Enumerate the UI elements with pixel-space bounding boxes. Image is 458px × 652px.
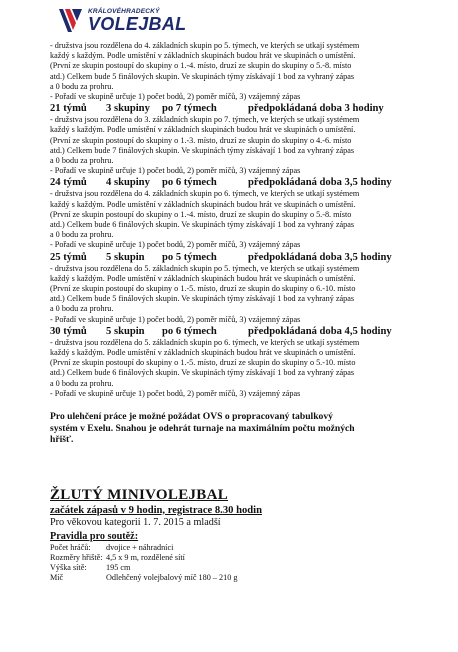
text-line: (První ze skupin postoupí do skupiny o 1.-3. místo, druzí ze skupin do skupiny o 4.-6. místo xyxy=(50,135,352,145)
text-line: a 0 bodu za prohru. xyxy=(50,230,114,240)
duration: předpokládaná doba 3,5 hodiny xyxy=(248,251,392,263)
text-line: atd.) Celkem bude 6 finálových skupin. Ve skupinách týmy získávají 1 bod za vyhraný zápas xyxy=(50,220,355,230)
text-line: - družstva jsou rozdělena do 5. základních skupin po 6. týmech, ve kterých se utkají systémem xyxy=(50,337,360,347)
logo-region: KRÁLOVÉHRADECKÝ xyxy=(88,7,160,15)
text-line: každý s každým. Podle umístění v základních skupinách budou hrát ve skupinách o umístění. xyxy=(50,125,356,135)
text-line: atd.) Celkem bude 6 finálových skupin. Ve skupinách týmy získávají 1 bod za vyhraný zápas xyxy=(50,368,355,378)
section-heading xyxy=(50,325,412,338)
section-heading xyxy=(50,102,412,115)
header xyxy=(56,4,186,38)
note-line: systém v Exelu. Snahou je odehrát turnaje na maximálním počtu možných xyxy=(50,422,355,434)
text-line: - družstva jsou rozdělena do 3. základních skupin po 7. týmech, ve kterých se utkají systémem xyxy=(50,115,360,125)
rule-key: Výška sítě: xyxy=(50,563,87,572)
rule-key: Rozměry hřiště: xyxy=(50,552,103,562)
rule-row xyxy=(50,573,412,583)
group-size: po 6 týmech xyxy=(162,177,217,189)
rule-value: dvojice + náhradníci xyxy=(106,542,174,552)
text-line: - Pořadí ve skupině určuje 1) počet bodů, 2) poměr míčů, 3) vzájemný zápas xyxy=(50,388,301,398)
text-line: (První ze skupin postoupí do skupiny o 1.-5. místo, druzí ze skupin do skupiny o 5.-10. místo xyxy=(50,358,356,368)
text-line: (První ze skupin postoupí do skupiny o 1.-4. místo, druzí ze skupin do skupiny o 5.-8. místo xyxy=(50,209,352,219)
text-line: - družstva jsou rozdělena do 4. základních skupin po 5. týmech, ve kterých se utkají systémem xyxy=(50,41,360,50)
intro-block xyxy=(50,41,412,102)
text-line: - Pořadí ve skupině určuje 1) počet bodů, 2) poměr míčů, 3) vzájemný zápas xyxy=(50,240,301,250)
section-21-teams xyxy=(50,102,412,176)
text-line: - družstva jsou rozdělena do 5. základních skupin po 5. týmech, ve kterých se utkají systémem xyxy=(50,263,360,273)
text-line: - Pořadí ve skupině určuje 1) počet bodů, 2) poměr míčů, 3) vzájemný zápas xyxy=(50,314,301,324)
rule-value: Odlehčený volejbalový míč 180 – 210 g xyxy=(106,573,238,583)
text-line: atd.) Celkem bude 5 finálových skupin. Ve skupinách týmy získávají 1 bod za vyhraný zápas xyxy=(50,294,355,304)
section-heading xyxy=(50,176,412,189)
group-size: po 7 týmech xyxy=(162,103,217,115)
volleyball-logo-icon xyxy=(56,6,84,36)
logo-text xyxy=(88,9,186,34)
duration: předpokládaná doba 3 hodiny xyxy=(248,103,384,115)
text-line: atd.) Celkem bude 7 finálových skupin. Ve skupinách týmy získávají 1 bod za vyhraný zápas xyxy=(50,145,355,155)
text-line: (První ze skupin postoupí do skupiny o 1.-4. místo, druzí ze skupin do skupiny o 5.-8. místo xyxy=(50,61,352,71)
text-line: a 0 bodu za prohru. xyxy=(50,156,114,166)
section-heading xyxy=(50,251,412,264)
section-title: ŽLUTÝ MINIVOLEJBAL xyxy=(50,486,229,503)
rules-heading: Pravidla pro soutěž: xyxy=(50,530,139,542)
rule-row xyxy=(50,543,412,553)
text-line: každý s každým. Podle umístění v základních skupinách budou hrát ve skupinách o umístění. xyxy=(50,51,356,61)
logo-title: VOLEJBAL xyxy=(88,14,187,35)
note-paragraph xyxy=(50,411,412,446)
text-line: - Pořadí ve skupině určuje 1) počet bodů, 2) poměr míčů, 3) vzájemný zápas xyxy=(50,92,301,102)
text-line: a 0 bodu za prohru. xyxy=(50,81,114,91)
section-30-teams xyxy=(50,325,412,399)
team-count: 21 týmů xyxy=(50,103,87,115)
section-subtitle: začátek zápasů v 9 hodin, registrace 8.30 hodin xyxy=(50,504,262,516)
rule-row xyxy=(50,563,412,573)
note-line: Pro ulehčení práce je možné požádat OVS o propracovaný tabulkový xyxy=(50,411,333,423)
group-count: 5 skupin xyxy=(106,325,145,337)
team-count: 30 týmů xyxy=(50,325,87,337)
text-line: (První ze skupin postoupí do skupiny o 1.-5. místo, druzí ze skupin do skupiny o 6.-10. místo xyxy=(50,284,356,294)
rule-value: 195 cm xyxy=(106,563,131,572)
group-count: 3 skupiny xyxy=(106,103,150,115)
text-line: - družstva jsou rozdělena do 4. základních skupin po 6. týmech, ve kterých se utkají systémem xyxy=(50,189,360,199)
text-line: - Pořadí ve skupině určuje 1) počet bodů, 2) poměr míčů, 3) vzájemný zápas xyxy=(50,166,301,176)
text-line: každý s každým. Podle umístění v základních skupinách budou hrát ve skupinách o umístění. xyxy=(50,273,356,283)
group-count: 5 skupin xyxy=(106,251,145,263)
text-line: atd.) Celkem bude 5 finálových skupin. Ve skupinách týmy získávají 1 bod za vyhraný zápas xyxy=(50,71,355,81)
note-line: hřišť. xyxy=(50,434,74,446)
duration: předpokládaná doba 4,5 hodiny xyxy=(248,325,392,337)
rule-value: 4,5 x 9 m, rozdělené sítí xyxy=(106,552,185,562)
group-count: 4 skupiny xyxy=(106,177,150,189)
group-size: po 5 týmech xyxy=(162,251,217,263)
section-24-teams xyxy=(50,176,412,250)
group-size: po 6 týmech xyxy=(162,325,217,337)
rule-row xyxy=(50,553,412,563)
text-line: a 0 bodu za prohru. xyxy=(50,378,114,388)
duration: předpokládaná doba 3,5 hodiny xyxy=(248,177,392,189)
rules-list xyxy=(50,543,412,584)
section-25-teams xyxy=(50,251,412,325)
document-body xyxy=(50,41,412,583)
text-line: a 0 bodu za prohru. xyxy=(50,304,114,314)
team-count: 25 týmů xyxy=(50,251,87,263)
text-line: každý s každým. Podle umístění v základních skupinách budou hrát ve skupinách o umístění. xyxy=(50,199,356,209)
age-category: Pro věkovou kategorii 1. 7. 2015 a mladší xyxy=(50,516,221,528)
rule-key: Počet hráčů: xyxy=(50,542,91,552)
team-count: 24 týmů xyxy=(50,177,87,189)
rule-key: Míč xyxy=(50,573,64,583)
text-line: každý s každým. Podle umístění v základních skupinách budou hrát ve skupinách o umístění. xyxy=(50,348,356,358)
